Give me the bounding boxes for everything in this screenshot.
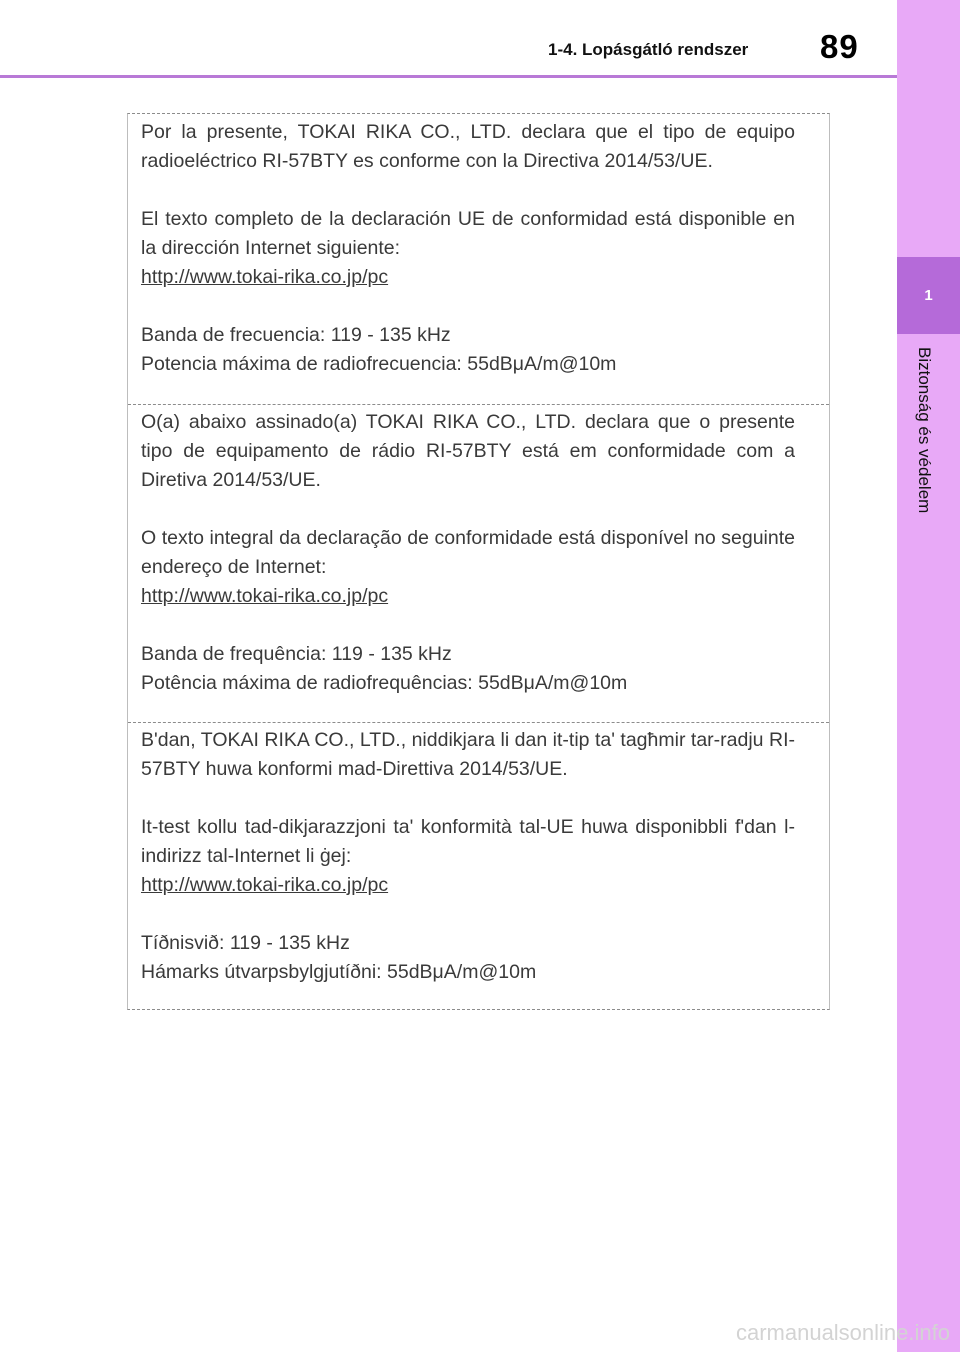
declaration-box bbox=[127, 113, 830, 1010]
max-power: Potência máxima de radiofrequências: 55dBμA/m@10m bbox=[141, 672, 628, 694]
max-power: Potencia máxima de radiofrecuencia: 55dBμA/m@10m bbox=[141, 353, 617, 375]
declaration-spanish bbox=[128, 114, 829, 404]
frequency-band: Banda de frecuencia: 119 - 135 kHz bbox=[141, 324, 451, 346]
chapter-number: 1 bbox=[924, 287, 933, 304]
declaration-url-link[interactable]: http://www.tokai-rika.co.jp/pc bbox=[141, 874, 389, 896]
chapter-number-box bbox=[897, 257, 960, 334]
header-divider bbox=[0, 75, 897, 78]
declaration-statement: Por la presente, TOKAI RIKA CO., LTD. declara que el tipo de equipo radioeléctrico RI-57BTY es conforme con la Directiva 2014/53/UE. bbox=[141, 121, 795, 172]
declaration-statement: B'dan, TOKAI RIKA CO., LTD., niddikjara li dan it-tip ta' tagħmir tar-radju RI-57BTY huwa konformi mad-Direttiva 2014/53/UE. bbox=[141, 729, 795, 780]
chapter-label: Biztonság és védelem bbox=[915, 347, 934, 514]
declaration-availability: It-test kollu tad-dikjarazzjoni ta' konformità tal-UE huwa disponibbli f'dan l-indirizz tal-Internet li ġej: bbox=[141, 816, 795, 867]
site-watermark: carmanualsonline.info bbox=[735, 1320, 950, 1345]
chapter-side-tab bbox=[897, 0, 960, 1352]
declaration-url-link[interactable]: http://www.tokai-rika.co.jp/pc bbox=[141, 266, 389, 288]
declaration-availability: El texto completo de la declaración UE de conformidad está disponible en la dirección Internet siguiente: bbox=[141, 208, 795, 259]
section-title: 1-4. Lopásgátló rendszer bbox=[548, 40, 749, 59]
declaration-availability: O texto integral da declaração de conformidade está disponível no seguinte endereço de Internet: bbox=[141, 527, 795, 578]
max-power: Hámarks útvarpsbylgjutíðni: 55dBμA/m@10m bbox=[141, 961, 537, 983]
declaration-statement: O(a) abaixo assinado(a) TOKAI RIKA CO., LTD. declara que o presente tipo de equipamento de rádio RI-57BTY está em conformidade com a Diretiva 2014/53/UE. bbox=[141, 411, 795, 491]
declaration-portuguese bbox=[128, 404, 829, 722]
declaration-maltese bbox=[128, 722, 829, 1009]
frequency-band: Tíðnisvið: 119 - 135 kHz bbox=[141, 932, 350, 954]
page-number: 89 bbox=[820, 28, 859, 65]
frequency-band: Banda de frequência: 119 - 135 kHz bbox=[141, 643, 452, 665]
declaration-url-link[interactable]: http://www.tokai-rika.co.jp/pc bbox=[141, 585, 389, 607]
